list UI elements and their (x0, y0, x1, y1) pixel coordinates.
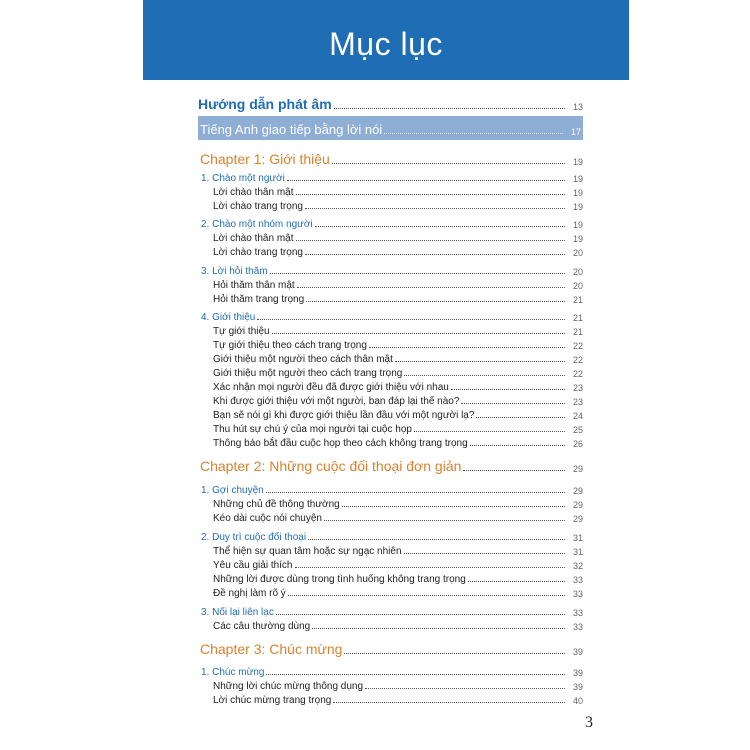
toc-page-number: 33 (572, 608, 583, 618)
dot-leader (266, 674, 565, 675)
dot-leader (463, 470, 565, 471)
dot-leader (333, 702, 565, 703)
toc-page-number: 17 (570, 127, 581, 137)
toc-page-number: 22 (572, 341, 583, 351)
toc-label: Hướng dẫn phát âm (198, 96, 332, 112)
toc-page-number: 19 (572, 188, 583, 198)
dot-leader (295, 567, 566, 568)
dot-leader (287, 180, 565, 181)
toc-label: Đề nghị làm rõ ý (213, 588, 286, 599)
toc-label: Những lời được dùng trong tình huống không trang trọng (213, 574, 466, 585)
toc-page-number: 19 (572, 157, 583, 167)
toc-page-number: 20 (572, 281, 583, 291)
toc-label: Lời chào trang trọng (213, 201, 303, 212)
toc-label: Bạn sẽ nói gì khi được giới thiệu lần đầu với một người lạ? (213, 410, 475, 421)
dot-leader (384, 133, 563, 134)
page-title: Mục lục (329, 26, 443, 62)
toc-label: Giới thiệu một người theo cách trang trọng (213, 368, 403, 379)
dot-leader (365, 688, 565, 689)
toc-page-number: 31 (572, 547, 583, 557)
toc-page-number: 39 (572, 668, 583, 678)
toc-page-number: 20 (572, 248, 583, 258)
dot-leader (315, 226, 565, 227)
dot-leader (312, 628, 565, 629)
toc-label: Lời chào thân mật (213, 233, 294, 244)
toc-label: Tự giới thiệu theo cách trang trọng (213, 340, 367, 351)
dot-leader (369, 347, 565, 348)
dot-leader (296, 240, 566, 241)
dot-leader (344, 653, 565, 654)
dot-leader (395, 361, 565, 362)
page-number: 3 (585, 714, 593, 731)
toc-page-number: 19 (572, 202, 583, 212)
toc-page-number: 19 (572, 174, 583, 184)
toc-entry-spoken-english[interactable] (200, 121, 581, 137)
toc-page-number: 19 (572, 220, 583, 230)
dot-leader (305, 208, 565, 209)
toc-label: Tự giới thiệu (213, 326, 270, 337)
toc-chapter-3[interactable] (200, 641, 583, 657)
toc-label: Tiếng Anh giao tiếp bằng lời nói (200, 122, 383, 137)
toc-page-number: 32 (572, 561, 583, 571)
toc-page-number: 19 (572, 234, 583, 244)
dot-leader (404, 553, 565, 554)
toc-page-number: 22 (572, 355, 583, 365)
toc-label: Hỏi thăm thân mật (213, 280, 295, 291)
dot-leader (461, 403, 565, 404)
toc-page-number: 29 (572, 514, 583, 524)
dot-leader (334, 108, 565, 109)
toc-page-number: 29 (572, 500, 583, 510)
chapter-title: Chapter 3: Chúc mừng (200, 641, 343, 657)
toc-label: 1. Gợi chuyện (201, 485, 264, 496)
toc-item[interactable] (213, 433, 583, 449)
toc-page-number: 13 (572, 102, 583, 112)
dot-leader (272, 333, 565, 334)
toc-label: 3. Nối lại liên lạc (201, 607, 274, 618)
dot-leader (342, 506, 565, 507)
toc-label: Thông báo bắt đầu cuộc họp theo cách không trang trọng (213, 438, 468, 449)
toc-item[interactable] (213, 616, 583, 632)
toc-label: Thu hút sự chú ý của mọi người tại cuộc họp (213, 424, 412, 435)
dot-leader (451, 389, 565, 390)
toc-label: 1. Chúc mừng (201, 667, 265, 678)
dot-leader (476, 417, 565, 418)
toc-page-number: 22 (572, 369, 583, 379)
dot-leader (276, 614, 565, 615)
toc-label: Các câu thường dùng (213, 621, 311, 632)
dot-leader (414, 431, 565, 432)
toc-page-number: 33 (572, 622, 583, 632)
toc-page-number: 31 (572, 533, 583, 543)
toc-page-number: 26 (572, 439, 583, 449)
toc-label: 2. Chào một nhóm người (201, 219, 313, 230)
toc-item[interactable] (213, 196, 583, 212)
dot-leader (468, 581, 565, 582)
toc-page-number: 39 (572, 682, 583, 692)
toc-label: Khi được giới thiệu với một người, bạn đáp lại thế nào? (213, 396, 460, 407)
toc-item[interactable] (213, 508, 583, 524)
chapter-title: Chapter 2: Những cuộc đối thoại đơn giản (200, 458, 462, 474)
dot-leader (308, 539, 565, 540)
toc-label: Xác nhận mọi người đều đã được giới thiệu với nhau (213, 382, 449, 393)
dot-leader (306, 301, 565, 302)
toc-page-number: 21 (572, 313, 583, 323)
dot-leader (404, 375, 565, 376)
toc-label: Lời chào trang trọng (213, 247, 303, 258)
toc-page-number: 24 (572, 411, 583, 421)
toc-page-number: 23 (572, 383, 583, 393)
toc-label: 1. Chào một người (201, 173, 285, 184)
toc-label: 2. Duy trì cuộc đối thoại (201, 532, 307, 543)
chapter-title: Chapter 1: Giới thiệu (200, 151, 330, 167)
toc-page-number: 29 (572, 464, 583, 474)
toc-label: Kéo dài cuộc nói chuyện (213, 513, 322, 524)
toc-label: 3. Lời hỏi thăm (201, 266, 268, 277)
toc-page-number: 21 (572, 295, 583, 305)
toc-page-number: 40 (572, 696, 583, 706)
dot-leader (332, 163, 565, 164)
toc-page-number: 39 (572, 647, 583, 657)
dot-leader (305, 254, 565, 255)
toc-page-number: 33 (572, 575, 583, 585)
toc-label: Lời chào thân mật (213, 187, 294, 198)
toc-label: Yêu cầu giải thích (213, 560, 293, 571)
dot-leader (266, 492, 565, 493)
toc-item[interactable] (213, 289, 583, 305)
toc-label: Lời chúc mừng trang trọng (213, 695, 332, 706)
dot-leader (297, 287, 565, 288)
toc-item[interactable] (213, 242, 583, 258)
toc-label: Giới thiệu một người theo cách thân mật (213, 354, 393, 365)
dot-leader (288, 595, 565, 596)
header-banner (143, 0, 629, 80)
toc-chapter-1[interactable] (200, 151, 583, 167)
toc-page-number: 23 (572, 397, 583, 407)
toc-entry-pronunciation[interactable] (198, 96, 583, 112)
dot-leader (270, 273, 565, 274)
toc-page-number: 21 (572, 327, 583, 337)
toc-label: Thể hiện sự quan tâm hoặc sự ngạc nhiên (213, 546, 402, 557)
toc-page-number: 25 (572, 425, 583, 435)
toc-page-number: 20 (572, 267, 583, 277)
toc-page (143, 0, 629, 750)
toc-label: Những lời chúc mừng thông dụng (213, 681, 364, 692)
dot-leader (296, 194, 566, 195)
toc-page-number: 33 (572, 589, 583, 599)
toc-page-number: 29 (572, 486, 583, 496)
dot-leader (470, 445, 565, 446)
dot-leader (324, 520, 565, 521)
toc-chapter-2[interactable] (200, 458, 583, 474)
toc-item[interactable] (213, 690, 583, 706)
toc-label: 4. Giới thiệu (201, 312, 256, 323)
toc-label: Hỏi thăm trang trọng (213, 294, 305, 305)
toc-item[interactable] (213, 583, 583, 599)
toc-label: Những chủ đề thông thường (213, 499, 340, 510)
dot-leader (257, 319, 565, 320)
